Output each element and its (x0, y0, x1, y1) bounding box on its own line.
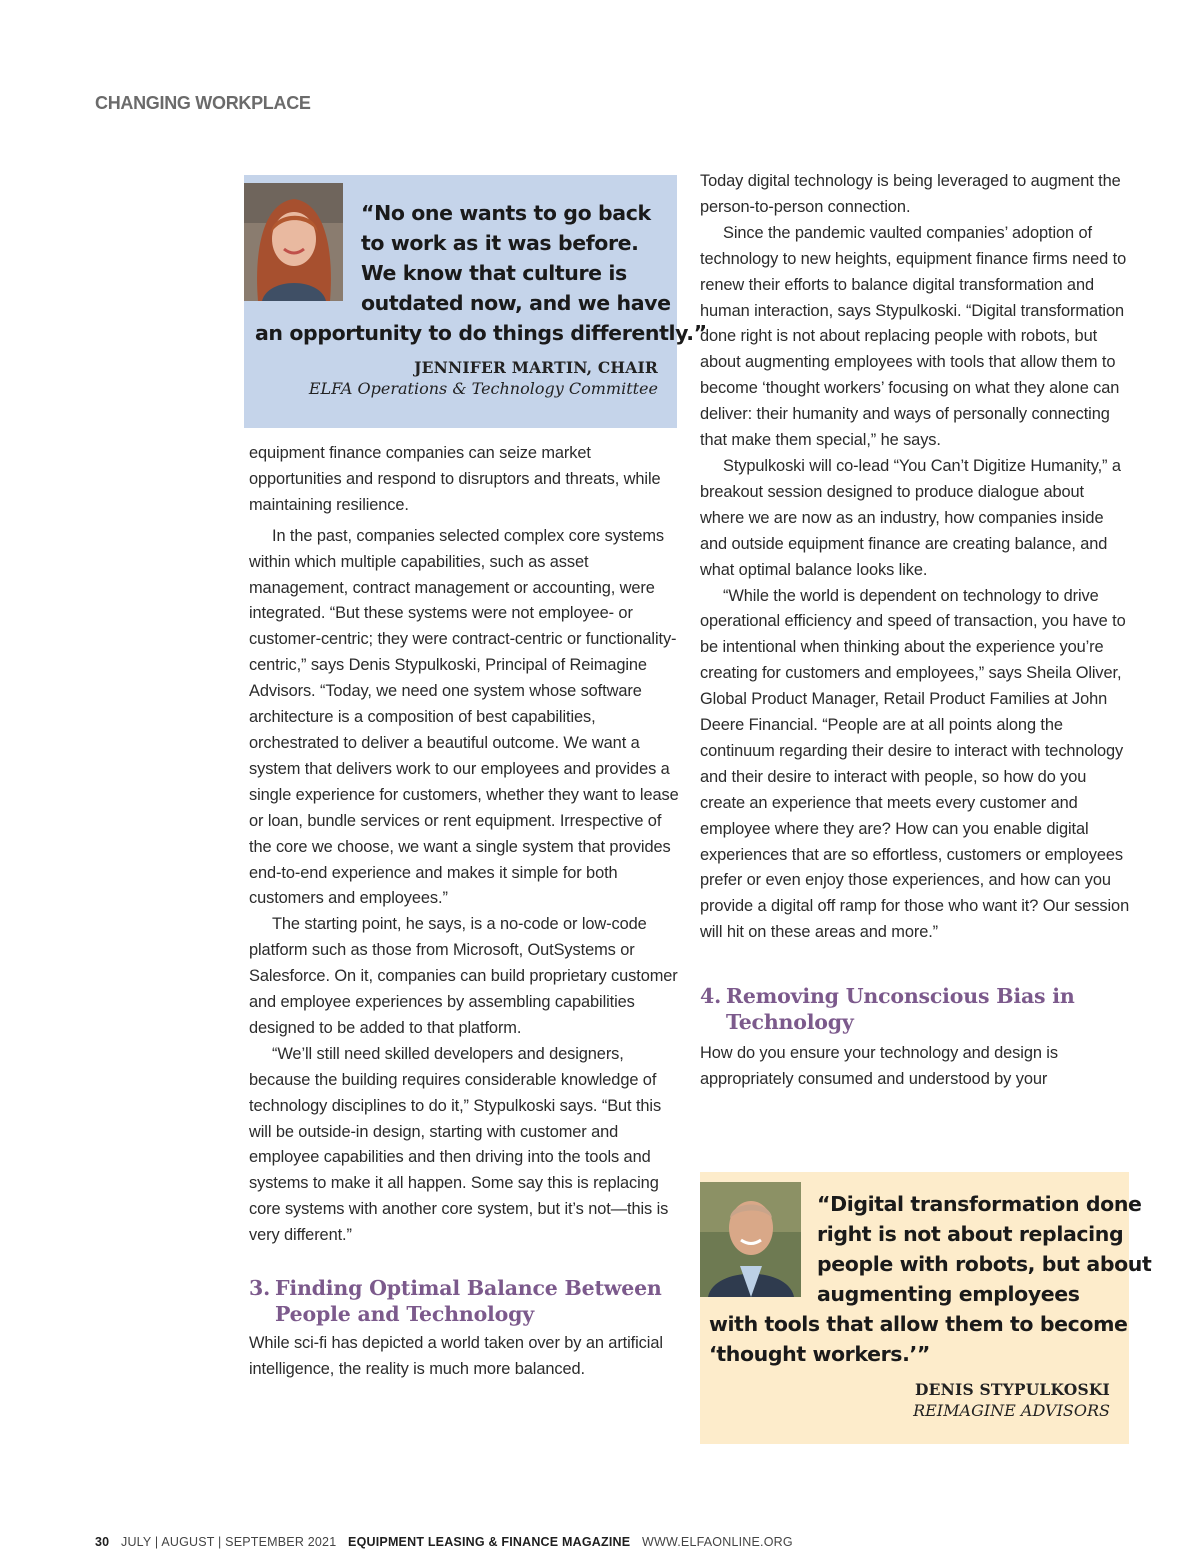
quote-text (700, 1189, 1152, 1369)
paragraph: In the past, companies selected complex core systems within which multiple capabilities, such as asset management, contract management or accounting, were integrated. “But these systems were not employee- or customer-centric; they were contract-centric or functionality-centric,” says Denis Stypulkoski, Principal of Reimagine Advisors. “Today, we need one system whose software architecture is a composition of best capabilities, orchestrated to deliver a beautiful outcome. We want a system that delivers work to our employees and provides a single experience for customers, whether they want to lease or loan, bundle services or rent equipment. Irrespective of the core we choose, we want a single system that provides end-to-end experience and makes it simple for both customers and employees.” (249, 526, 679, 908)
attribution-org: REIMAGINE ADVISORS (913, 1401, 1110, 1420)
attribution-org: ELFA Operations & Technology Committee (308, 379, 658, 398)
quote-line: “No one wants to go back (361, 201, 651, 225)
heading-number: 3. (249, 1276, 271, 1301)
pull-quote-martin (244, 175, 707, 428)
paragraph: Today digital technology is being leveraged to augment the person-to-person connection. (700, 172, 1121, 216)
paragraph: The starting point, he says, is a no-code or low-code platform such as those from Microsoft, OutSystems or Salesforce. On it, companies can build proprietary customer and employee experiences by assembling capabilities designed to be added to that platform. (249, 915, 678, 1037)
quote-line: augmenting employees (817, 1282, 1080, 1306)
attribution-name: JENNIFER MARTIN, CHAIR (414, 358, 658, 377)
right-column (700, 169, 1130, 1093)
paragraph: Stypulkoski will co-lead “You Can’t Digitize Humanity,” a breakout session designed to produce dialogue about where we are now as an industry, how companies inside and outside equipment finance are creating balance, and what optimal balance looks like. (700, 456, 1121, 579)
paragraph: While sci-fi has depicted a world taken over by an artificial intelligence, the reality is much more balanced. (249, 1334, 663, 1378)
pull-quote-stypulkoski (700, 1172, 1152, 1444)
quote-line: an opportunity to do things differently.” (255, 321, 707, 345)
footer-url[interactable]: WWW.ELFAONLINE.ORG (641, 1535, 793, 1549)
issue-date: JULY | AUGUST | SEPTEMBER 2021 (121, 1535, 337, 1549)
attribution-name: DENIS STYPULKOSKI (914, 1380, 1110, 1399)
paragraph: Since the pandemic vaulted companies’ adoption of technology to new heights, equipment finance firms need to renew their efforts to balance digital transformation and human interaction, says Stypulkoski. “Digital transformation done right is not about replacing people with robots, but about augmenting employees with tools that allow them to become ‘thought workers’ focusing on what they alone can deliver: their humanity and ways of personally connecting that make them special,” he says. (700, 223, 1127, 450)
magazine-title: EQUIPMENT LEASING & FINANCE MAGAZINE (348, 1535, 631, 1549)
quote-line: to work as it was before. (361, 231, 639, 255)
quote-line: We know that culture is (361, 261, 627, 285)
paragraph: How do you ensure your technology and design is appropriately consumed and understood by your (700, 1044, 1058, 1089)
quote-line: right is not about replacing (817, 1222, 1124, 1246)
heading-text: Finding Optimal Balance Between People and Technology (275, 1276, 662, 1327)
quote-line: “Digital transformation done (817, 1192, 1142, 1216)
section-label: CHANGING WORKPLACE (95, 93, 311, 113)
heading-text: Removing Unconscious Bias in Technology (726, 984, 1075, 1035)
quote-line: outdated now, and we have (361, 291, 671, 315)
left-column (249, 441, 679, 1383)
paragraph: equipment finance companies can seize market opportunities and respond to disruptors and threats, while maintaining resilience. (249, 444, 661, 514)
paragraph: “We’ll still need skilled developers and designers, because the building requires considerable knowledge of technology disciplines to do it,” Stypulkoski says. “But this will be outside-in design, starting with customer and employee capabilities and then driving into the tools and systems to make it all happen. Some say this is replacing core systems with another core system, but it’s not—this is very different.” (249, 1044, 669, 1245)
quote-line: ‘thought workers.’” (709, 1342, 930, 1366)
paragraph: “While the world is dependent on technology to drive operational efficiency and speed of transaction, you have to be intentional when thinking about the experience you’re creating for customers and employees,” says Sheila Oliver, Global Product Manager, Retail Product Families at John Deere Financial. “People are at all points along the continuum regarding their desire to interact with technology and their desire to interact with people, so how do you create an experience that meets every customer and employee where they are? How can you enable digital experiences that are so effortless, customers or employees prefer or even enjoy those experiences, and how can you provide a digital off ramp for those who want it? Our session will hit on these areas and more.” (700, 586, 1130, 942)
page-footer (95, 1535, 793, 1549)
quote-line: people with robots, but about (817, 1252, 1152, 1276)
heading-number: 4. (700, 984, 722, 1009)
page-number: 30 (95, 1535, 110, 1549)
section-heading-3 (249, 1275, 679, 1327)
quote-line: with tools that allow them to become (709, 1312, 1128, 1336)
section-heading-4 (700, 983, 1130, 1035)
quote-text (244, 198, 707, 348)
